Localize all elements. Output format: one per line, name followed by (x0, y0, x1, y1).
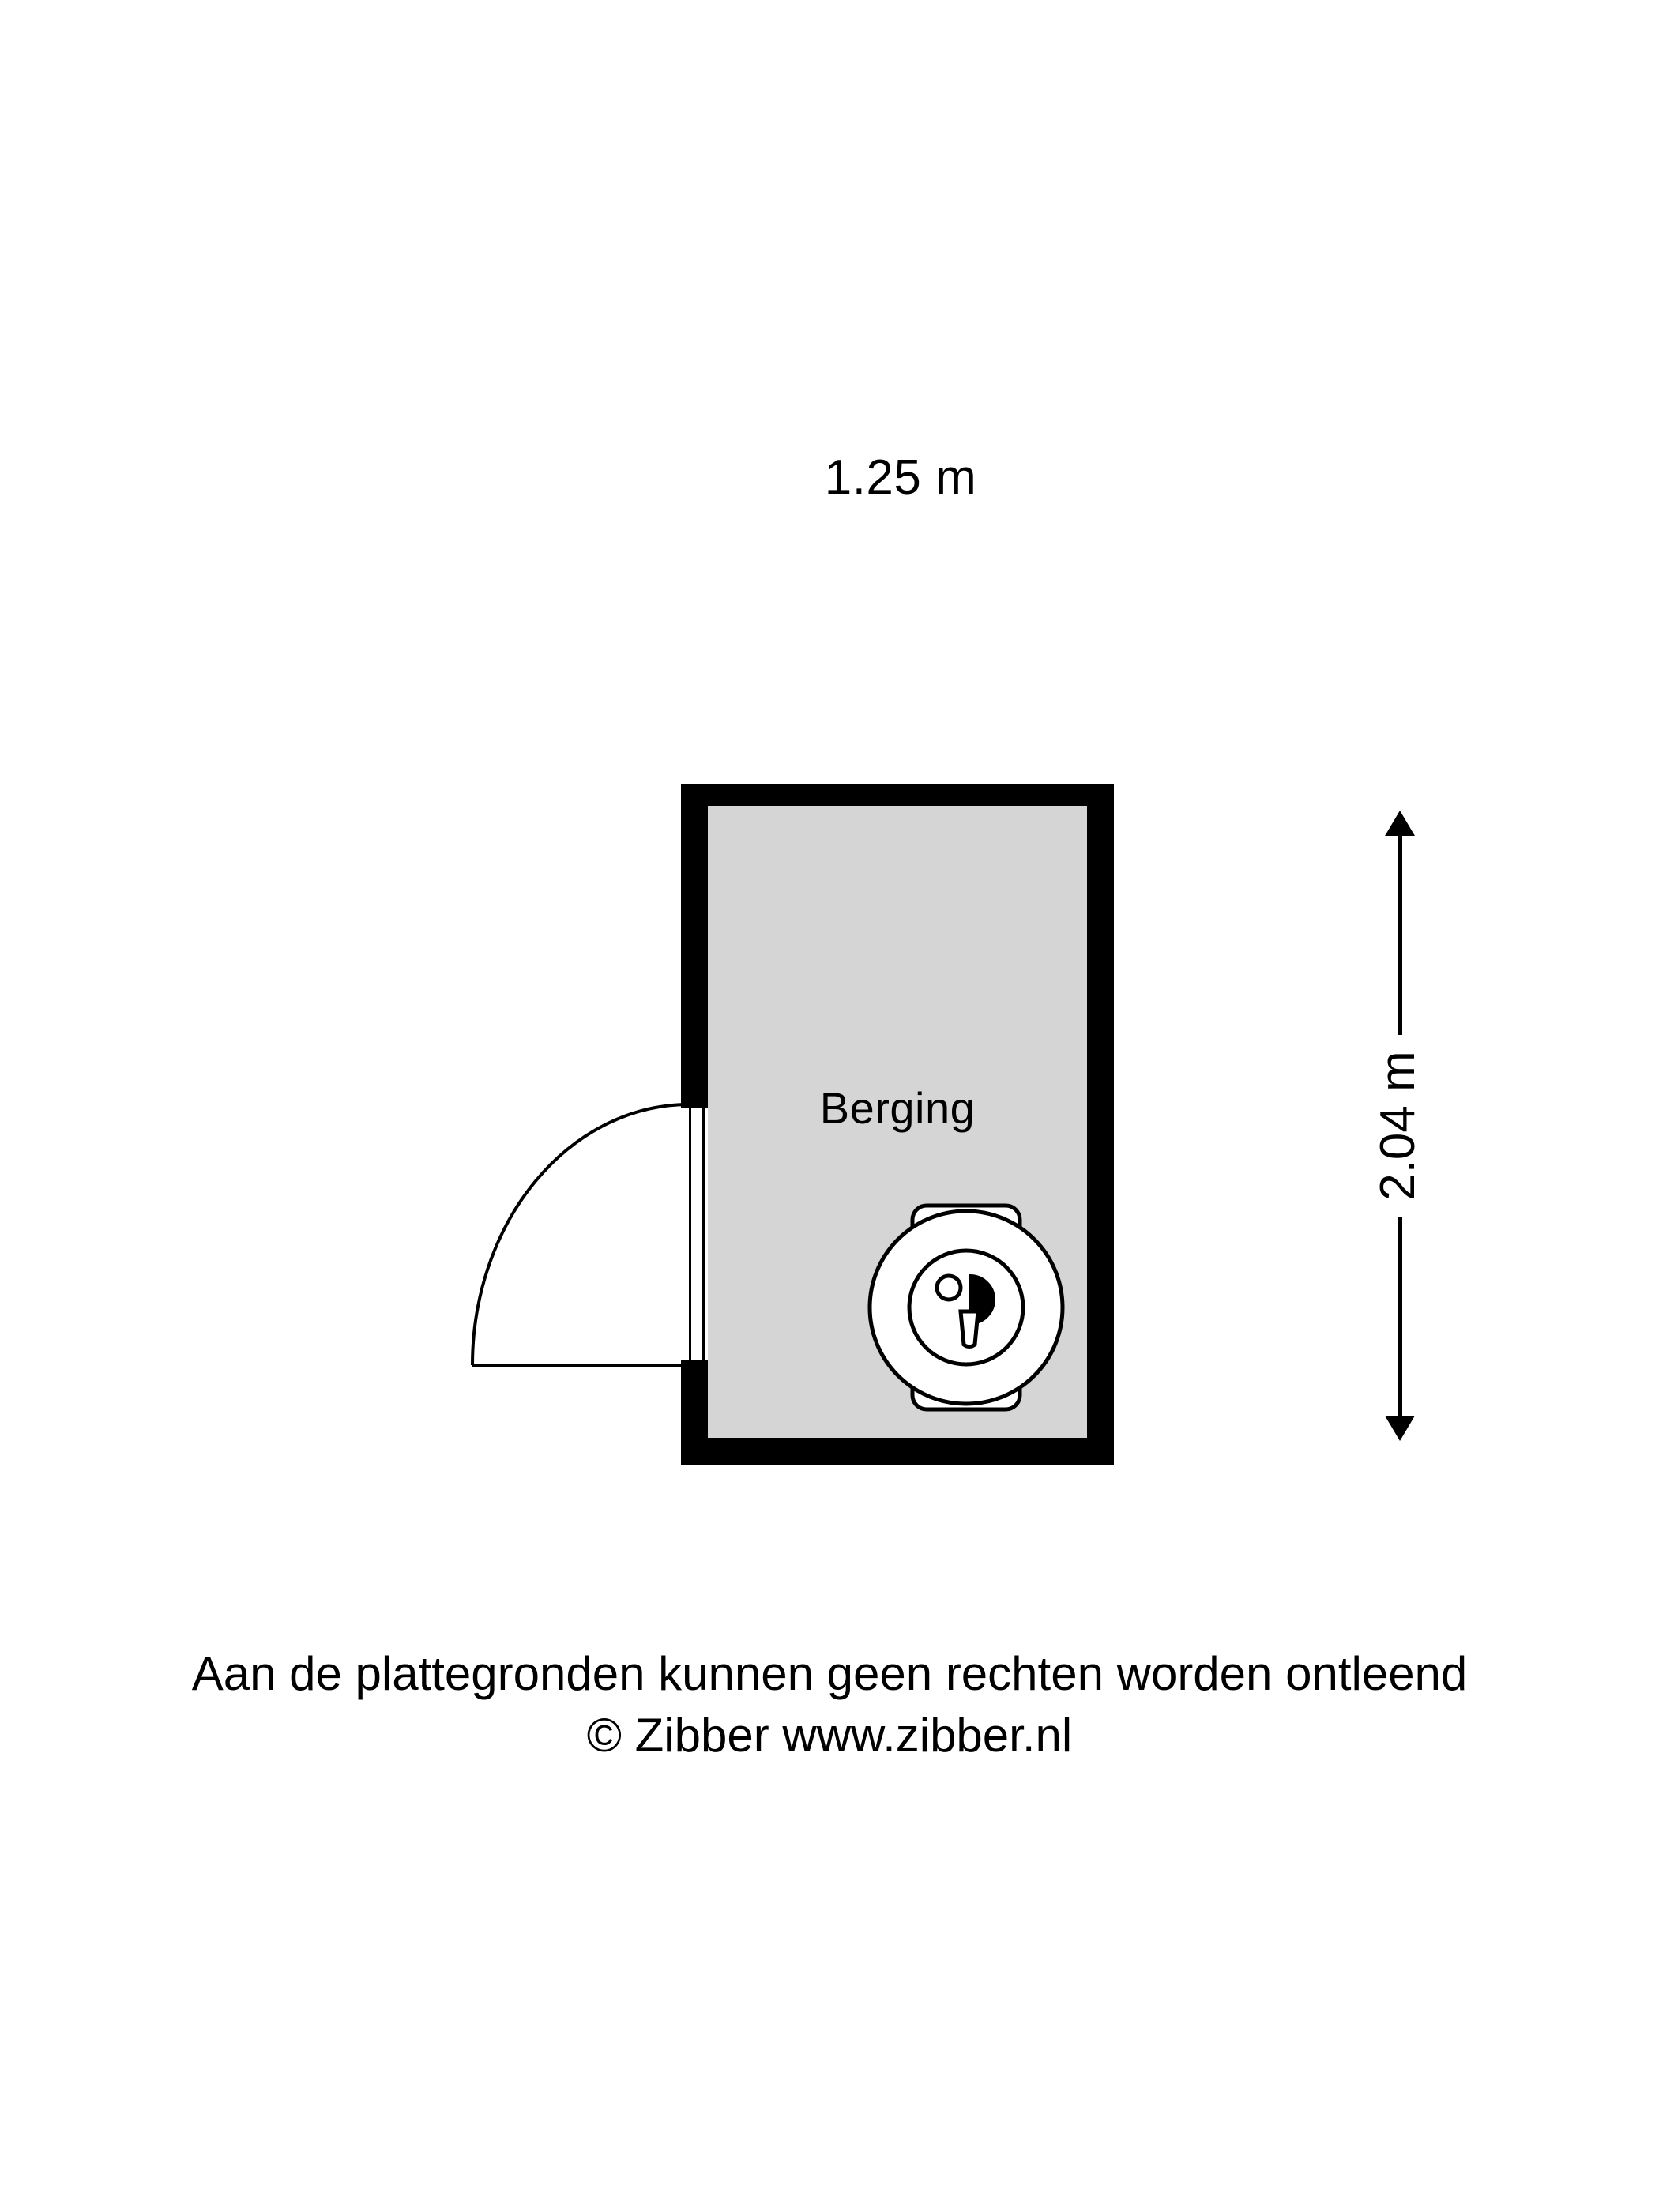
room-label: Berging (819, 1083, 976, 1133)
height-dimension-value: 2.04 m (1371, 1035, 1425, 1217)
footer-disclaimer: Aan de plattegronden kunnen geen rechten worden ontleend (191, 1647, 1468, 1700)
width-dimension-label (695, 442, 1106, 514)
arrow-down-icon (1385, 1416, 1415, 1441)
height-dimension-label (1359, 912, 1438, 1339)
width-dimension (695, 442, 1106, 514)
width-dimension-value: 1.25 m (811, 450, 991, 505)
footer (0, 1643, 1659, 1766)
height-dimension (1343, 806, 1446, 1446)
washing-machine-icon (867, 1201, 1065, 1414)
arrow-up-icon (1385, 811, 1415, 836)
door-swing-icon (466, 1098, 703, 1375)
footer-copyright: © Zibber www.zibber.nl (586, 1709, 1073, 1762)
